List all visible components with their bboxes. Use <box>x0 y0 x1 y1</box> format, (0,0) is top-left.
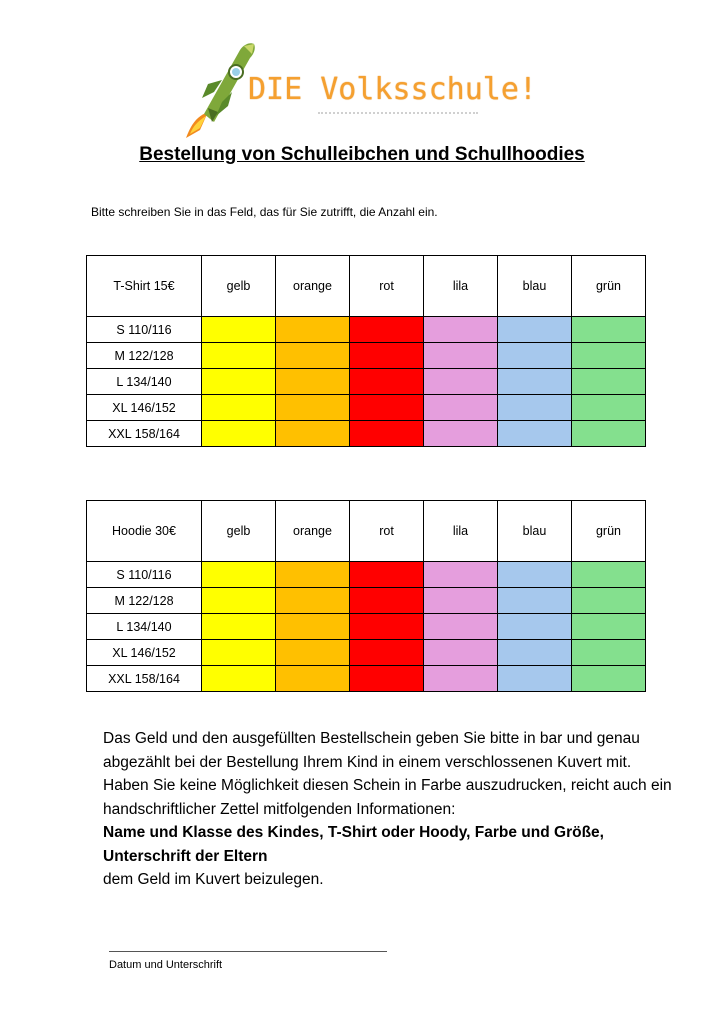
table-header-row <box>87 256 646 317</box>
quantity-cell[interactable] <box>350 395 424 421</box>
quantity-cell[interactable] <box>424 343 498 369</box>
quantity-cell[interactable] <box>572 588 646 614</box>
quantity-cell[interactable] <box>276 421 350 447</box>
quantity-cell[interactable] <box>276 640 350 666</box>
table-row <box>87 614 646 640</box>
size-label: S 110/116 <box>87 317 202 343</box>
quantity-cell[interactable] <box>350 369 424 395</box>
column-header: blau <box>498 256 572 317</box>
required-info-list: Name und Klasse des Kindes, T-Shirt oder Hoody, Farbe und Größe, Unterschrift der Eltern <box>103 824 604 865</box>
quantity-cell[interactable] <box>350 562 424 588</box>
column-header: grün <box>572 501 646 562</box>
quantity-cell[interactable] <box>276 369 350 395</box>
quantity-cell[interactable] <box>202 421 276 447</box>
quantity-cell[interactable] <box>202 588 276 614</box>
size-label: M 122/128 <box>87 343 202 369</box>
table-row <box>87 588 646 614</box>
quantity-cell[interactable] <box>424 369 498 395</box>
table-row <box>87 562 646 588</box>
column-header: lila <box>424 501 498 562</box>
quantity-cell[interactable] <box>202 343 276 369</box>
quantity-cell[interactable] <box>572 421 646 447</box>
quantity-cell[interactable] <box>350 343 424 369</box>
table-row <box>87 317 646 343</box>
quantity-cell[interactable] <box>276 317 350 343</box>
column-header: rot <box>350 501 424 562</box>
quantity-cell[interactable] <box>498 640 572 666</box>
quantity-cell[interactable] <box>202 614 276 640</box>
quantity-cell[interactable] <box>498 614 572 640</box>
column-header: orange <box>276 256 350 317</box>
table-row <box>87 666 646 692</box>
quantity-cell[interactable] <box>498 666 572 692</box>
quantity-cell[interactable] <box>498 317 572 343</box>
quantity-cell[interactable] <box>276 588 350 614</box>
column-header: gelb <box>202 256 276 317</box>
quantity-cell[interactable] <box>498 421 572 447</box>
tshirt-order-table <box>86 255 646 447</box>
quantity-cell[interactable] <box>202 562 276 588</box>
quantity-cell[interactable] <box>424 588 498 614</box>
quantity-cell[interactable] <box>276 614 350 640</box>
school-logo <box>178 38 558 142</box>
table-header-row <box>87 501 646 562</box>
table-row <box>87 369 646 395</box>
table-header-product: T-Shirt 15€ <box>87 256 202 317</box>
quantity-cell[interactable] <box>202 317 276 343</box>
size-label: L 134/140 <box>87 369 202 395</box>
quantity-cell[interactable] <box>276 562 350 588</box>
quantity-cell[interactable] <box>350 640 424 666</box>
logo-text: DIE Volksschule! <box>248 72 537 107</box>
signature-line[interactable] <box>109 951 387 952</box>
size-label: XXL 158/164 <box>87 421 202 447</box>
quantity-cell[interactable] <box>424 421 498 447</box>
quantity-cell[interactable] <box>276 666 350 692</box>
quantity-cell[interactable] <box>350 421 424 447</box>
quantity-cell[interactable] <box>350 666 424 692</box>
quantity-cell[interactable] <box>202 395 276 421</box>
quantity-cell[interactable] <box>202 640 276 666</box>
quantity-cell[interactable] <box>424 614 498 640</box>
instructions-body <box>103 727 673 892</box>
column-header: grün <box>572 256 646 317</box>
quantity-cell[interactable] <box>350 614 424 640</box>
alternative-paragraph: Haben Sie keine Möglichkeit diesen Schein in Farbe auszudrucken, reicht auch ein handschriftlicher Zettel mitfolgenden Informationen: <box>103 777 672 818</box>
quantity-cell[interactable] <box>498 343 572 369</box>
quantity-cell[interactable] <box>572 369 646 395</box>
column-header: lila <box>424 256 498 317</box>
size-label: XXL 158/164 <box>87 666 202 692</box>
size-label: L 134/140 <box>87 614 202 640</box>
quantity-cell[interactable] <box>572 395 646 421</box>
quantity-cell[interactable] <box>572 343 646 369</box>
quantity-cell[interactable] <box>572 640 646 666</box>
quantity-cell[interactable] <box>572 562 646 588</box>
quantity-cell[interactable] <box>424 317 498 343</box>
quantity-cell[interactable] <box>572 614 646 640</box>
column-header: blau <box>498 501 572 562</box>
closing-paragraph: dem Geld im Kuvert beizulegen. <box>103 871 324 888</box>
table-row <box>87 395 646 421</box>
quantity-cell[interactable] <box>350 317 424 343</box>
size-label: S 110/116 <box>87 562 202 588</box>
size-label: XL 146/152 <box>87 395 202 421</box>
table-row <box>87 640 646 666</box>
quantity-cell[interactable] <box>202 369 276 395</box>
quantity-cell[interactable] <box>424 666 498 692</box>
column-header: gelb <box>202 501 276 562</box>
logo-tagline-decoration <box>318 112 478 120</box>
quantity-cell[interactable] <box>498 588 572 614</box>
page-title: Bestellung von Schulleibchen und Schullhoodies <box>139 144 585 165</box>
size-label: M 122/128 <box>87 588 202 614</box>
quantity-cell[interactable] <box>572 666 646 692</box>
table-row <box>87 343 646 369</box>
quantity-cell[interactable] <box>424 640 498 666</box>
table-header-product: Hoodie 30€ <box>87 501 202 562</box>
quantity-cell[interactable] <box>424 395 498 421</box>
payment-paragraph: Das Geld und den ausgefüllten Bestellschein geben Sie bitte in bar und genau abgezählt bei der Bestellung Ihrem Kind in einem verschlossenen Kuvert mit. <box>103 730 640 771</box>
quantity-cell[interactable] <box>276 343 350 369</box>
size-label: XL 146/152 <box>87 640 202 666</box>
quantity-cell[interactable] <box>572 317 646 343</box>
quantity-cell[interactable] <box>498 562 572 588</box>
quantity-cell[interactable] <box>350 588 424 614</box>
instruction-text: Bitte schreiben Sie in das Feld, das für Sie zutrifft, die Anzahl ein. <box>91 205 438 219</box>
quantity-cell[interactable] <box>424 562 498 588</box>
quantity-cell[interactable] <box>202 666 276 692</box>
hoodie-order-table <box>86 500 646 692</box>
quantity-cell[interactable] <box>498 395 572 421</box>
signature-label: Datum und Unterschrift <box>109 959 223 971</box>
quantity-cell[interactable] <box>276 395 350 421</box>
column-header: rot <box>350 256 424 317</box>
quantity-cell[interactable] <box>498 369 572 395</box>
column-header: orange <box>276 501 350 562</box>
table-row <box>87 421 646 447</box>
